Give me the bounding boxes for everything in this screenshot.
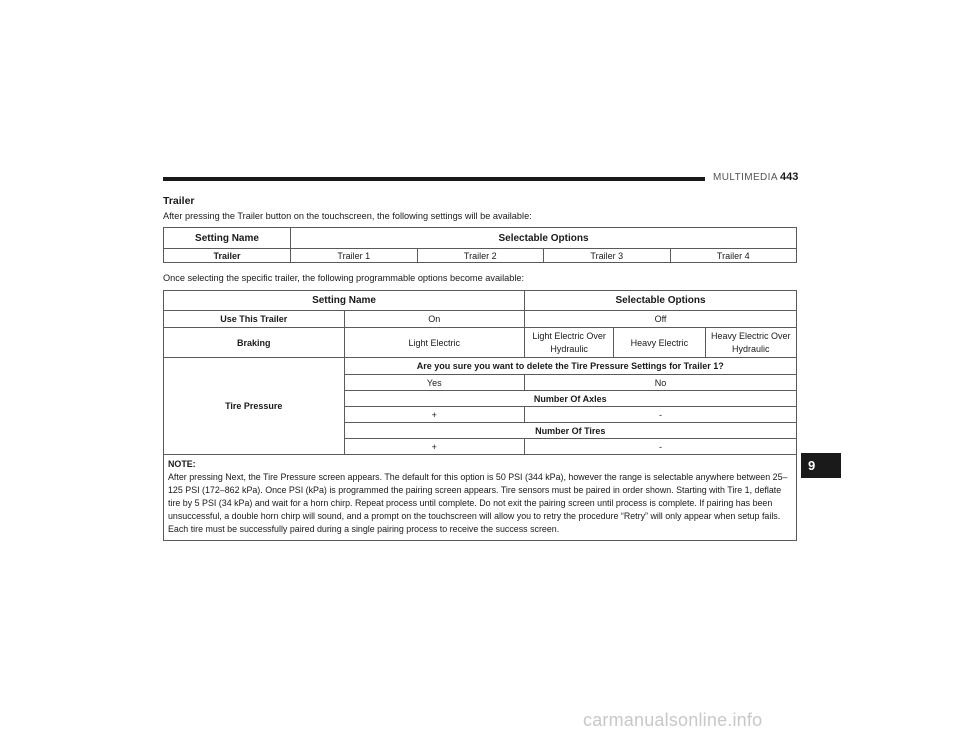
axles-minus: -: [525, 407, 797, 423]
note-label: NOTE:: [168, 459, 196, 469]
option-on: On: [344, 311, 525, 328]
setting-braking: Braking: [164, 328, 345, 358]
setting-use-this-trailer: Use This Trailer: [164, 311, 345, 328]
trailer-selection-table: [163, 227, 797, 263]
option-light-electric-over-hydraulic: Light Electric Over Hydraulic: [525, 328, 614, 358]
intro-text-2: Once selecting the specific trailer, the following programmable options become available:: [163, 273, 525, 283]
watermark: carmanualsonline.info: [583, 710, 763, 730]
number-of-tires-label: Number Of Tires: [344, 423, 796, 439]
chapter-tab: 9: [801, 453, 841, 478]
setting-tire-pressure: Tire Pressure: [164, 358, 345, 455]
option-heavy-electric: Heavy Electric: [614, 328, 705, 358]
note-text: After pressing Next, the Tire Pressure screen appears. The default for this option is 50 PSI (344 kPa), however the range is selectable anywhere between 25–125 PSI (172–862 kPa). Once PSI (kPa) is programmed the pairing screen appears. Tire sensors must be paired in order shown. Starting with Tire 1, deflate tire by 5 PSI (34 kPa) and wait for a horn chirp. Repeat process until complete. Do not exit the pairing screen until process is complete. If pairing has been unsuccessful, a double horn chirp will sound, and a prompt on the touchscreen will allow you to retry the procedure “Retry” will only appear when setup fails. Each tire must be successfully paired during a single pairing process to receive the success screen.: [168, 472, 788, 534]
number-of-axles-label: Number Of Axles: [344, 391, 796, 407]
table1-option-trailer-4: Trailer 4: [670, 249, 797, 263]
tires-minus: -: [525, 439, 797, 455]
option-light-electric: Light Electric: [344, 328, 525, 358]
table-row: [164, 455, 797, 541]
axles-plus: +: [344, 407, 525, 423]
header-section-name: MULTIMEDIA: [713, 172, 778, 183]
note-cell: [164, 455, 797, 541]
delete-tire-pressure-prompt: Are you sure you want to delete the Tire Pressure Settings for Trailer 1?: [344, 358, 796, 375]
header-rule: [163, 177, 705, 181]
table1-option-trailer-3: Trailer 3: [544, 249, 671, 263]
table1-option-trailer-1: Trailer 1: [291, 249, 418, 263]
table-row: [164, 328, 797, 358]
table1-header-options: Selectable Options: [291, 228, 797, 249]
table-row: [164, 358, 797, 375]
tires-plus: +: [344, 439, 525, 455]
table1-option-trailer-2: Trailer 2: [417, 249, 544, 263]
table1-header-setting: Setting Name: [164, 228, 291, 249]
page-number: 443: [780, 171, 799, 183]
option-no: No: [525, 375, 797, 391]
intro-text: After pressing the Trailer button on the touchscreen, the following settings will be available:: [163, 211, 532, 221]
option-yes: Yes: [344, 375, 525, 391]
table1-setting-trailer: Trailer: [164, 249, 291, 263]
table2-header-options: Selectable Options: [525, 291, 797, 311]
option-heavy-electric-over-hydraulic: Heavy Electric Over Hydraulic: [705, 328, 796, 358]
section-title: Trailer: [163, 195, 195, 207]
table2-header-setting: Setting Name: [164, 291, 525, 311]
option-off: Off: [525, 311, 797, 328]
table-row: [164, 249, 797, 263]
trailer-options-table: [163, 290, 797, 541]
table-row: [164, 311, 797, 328]
